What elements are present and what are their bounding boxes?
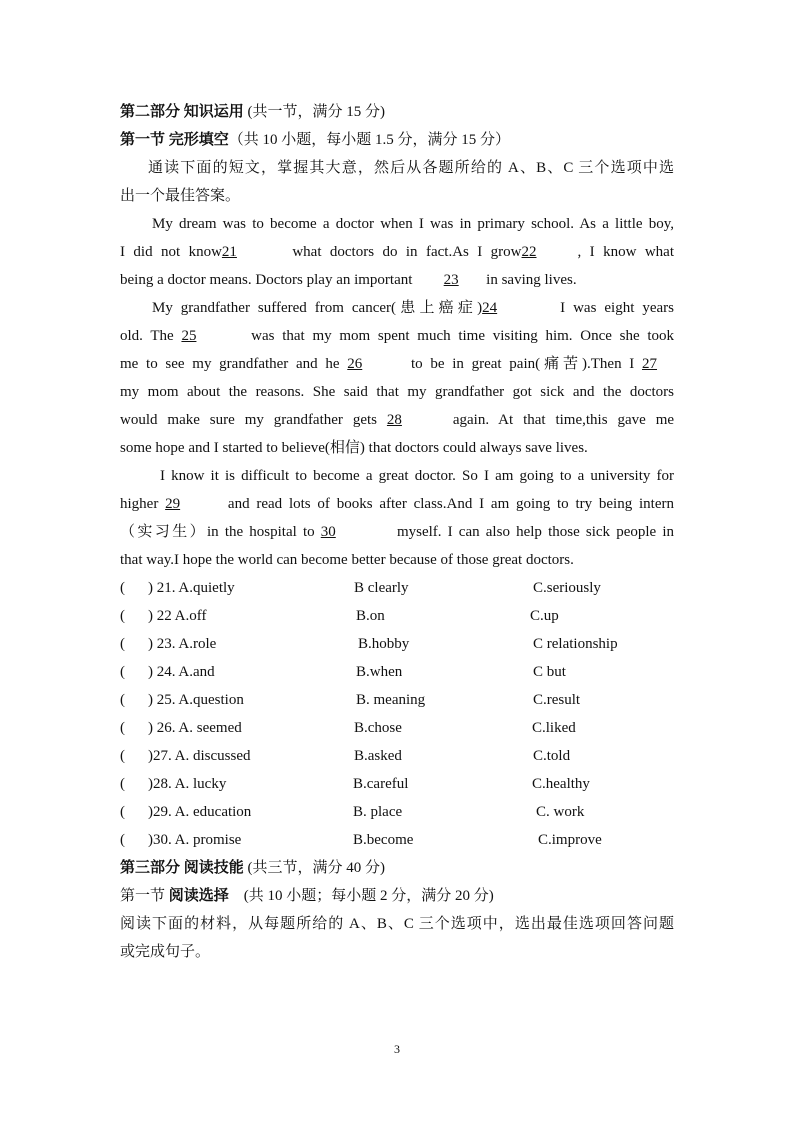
passage-text: I did not know xyxy=(120,244,222,260)
passage-p2-line5 xyxy=(120,410,674,430)
answer-bracket[interactable]: ( xyxy=(120,608,125,624)
option-a: ) 26. A. seemed xyxy=(148,720,242,736)
option-a: )30. A. promise xyxy=(148,832,242,848)
passage-p2-line4: my mom about the reasons. She said that my grandfather got sick and the doctors xyxy=(120,384,674,400)
question-24 xyxy=(120,662,680,682)
passage-text: again. At that time,this gave me xyxy=(452,412,675,428)
blank-25[interactable]: 25 xyxy=(181,328,197,344)
question-25 xyxy=(120,690,680,710)
option-c: C.result xyxy=(533,692,581,708)
passage-p1-line2 xyxy=(120,242,674,262)
option-b: B.hobby xyxy=(358,636,410,652)
section3-title-bold: 第三部分 阅读技能 xyxy=(120,860,244,876)
passage-p2-line1 xyxy=(152,298,674,318)
option-a: )28. A. lucky xyxy=(148,776,227,792)
option-c: C.up xyxy=(530,608,559,624)
answer-bracket[interactable]: ( xyxy=(120,664,125,680)
passage-text: in saving lives. xyxy=(486,272,577,288)
answer-bracket[interactable]: ( xyxy=(120,636,125,652)
option-b: B. place xyxy=(353,804,403,820)
answer-bracket[interactable]: ( xyxy=(120,804,125,820)
answer-bracket[interactable]: ( xyxy=(120,692,125,708)
passage-text: me to see my grandfather and he xyxy=(120,356,340,372)
answer-bracket[interactable]: ( xyxy=(120,580,125,596)
section2-instruction-line2: 出一个最佳答案。 xyxy=(120,188,241,204)
question-22 xyxy=(120,606,680,626)
blank-27[interactable]: 27 xyxy=(642,356,658,372)
option-a: ) 25. A.question xyxy=(148,692,244,708)
blank-26[interactable]: 26 xyxy=(347,356,363,372)
option-a: ) 24. A.and xyxy=(148,664,215,680)
blank-28[interactable]: 28 xyxy=(386,412,402,428)
question-27 xyxy=(120,746,680,766)
answer-bracket[interactable]: ( xyxy=(120,720,125,736)
option-a: )27. A. discussed xyxy=(148,748,251,764)
option-c: C but xyxy=(533,664,566,680)
answer-bracket[interactable]: ( xyxy=(120,748,125,764)
question-28 xyxy=(120,774,680,794)
section2-subtitle xyxy=(120,130,674,150)
answer-bracket[interactable]: ( xyxy=(120,832,125,848)
question-21 xyxy=(120,578,680,598)
passage-text: （实习生）in the hospital to xyxy=(120,524,315,540)
passage-text: to be in great pain(痛苦).Then I xyxy=(410,356,635,372)
blank-29[interactable]: 29 xyxy=(165,496,181,512)
blank-30[interactable]: 30 xyxy=(320,524,336,540)
option-c: C.seriously xyxy=(533,580,601,596)
section3-subtitle xyxy=(120,886,674,906)
option-b: B clearly xyxy=(354,580,409,596)
page-number: 3 xyxy=(394,1042,400,1056)
option-b: B.on xyxy=(356,608,385,624)
blank-22[interactable]: 22 xyxy=(521,244,537,260)
section3-instruction-line2: 或完成句子。 xyxy=(120,944,211,960)
option-a: ) 23. A.role xyxy=(148,636,217,652)
option-b: B.when xyxy=(356,664,403,680)
section3-subtitle-bold: 阅读选择 xyxy=(168,888,229,904)
blank-21[interactable]: 21 xyxy=(221,244,237,260)
section2-title-bold: 第二部分 知识运用 xyxy=(120,104,244,120)
option-b: B.chose xyxy=(354,720,402,736)
passage-p2-line2 xyxy=(120,326,674,346)
blank-24[interactable]: 24 xyxy=(482,300,498,316)
passage-text: higher xyxy=(120,496,159,512)
question-23 xyxy=(120,634,680,654)
option-a: )29. A. education xyxy=(148,804,252,820)
option-b: B. meaning xyxy=(356,692,426,708)
section2-title-score: (共一节，满分 15 分) xyxy=(243,104,386,120)
blank-23[interactable]: 23 xyxy=(443,272,459,288)
passage-p3-line1: I know it is difficult to become a great doctor. So I am going to a university for xyxy=(160,468,674,484)
passage-text: My grandfather suffered from cancer(患上癌症) xyxy=(152,300,483,316)
section2-subtitle-bold: 第一节 完形填空 xyxy=(120,132,229,148)
section3-title-score: (共三节，满分 40 分) xyxy=(243,860,386,876)
question-29 xyxy=(120,802,680,822)
passage-text: what doctors do in fact.As I grow xyxy=(292,244,522,260)
passage-text: I was eight years xyxy=(560,300,675,316)
passage-text: was that my mom spent much time visiting him. Once she took xyxy=(251,328,675,344)
section3-subtitle-score: (共 10 小题；每小题 2 分，满分 20 分) xyxy=(228,888,494,904)
option-c: C.told xyxy=(533,748,571,764)
passage-p1-line3 xyxy=(120,270,674,290)
passage-p3-line4: that way.I hope the world can become better because of those great doctors. xyxy=(120,552,574,568)
section3-subtitle-prefix: 第一节 xyxy=(120,888,169,904)
passage-text: and read lots of books after class.And I am going to try being intern xyxy=(227,496,675,512)
option-b: B.asked xyxy=(354,748,402,764)
option-c: C. work xyxy=(536,804,585,820)
section2-title xyxy=(120,102,674,122)
passage-text: would make sure my grandfather gets xyxy=(120,412,377,428)
question-30 xyxy=(120,830,680,850)
option-c: C.liked xyxy=(532,720,576,736)
section3-title xyxy=(120,858,674,878)
answer-bracket[interactable]: ( xyxy=(120,776,125,792)
option-a: ) 22 A.off xyxy=(148,608,207,624)
passage-text: being a doctor means. Doctors play an important xyxy=(120,272,413,288)
question-26 xyxy=(120,718,680,738)
option-c: C.improve xyxy=(538,832,602,848)
passage-text: myself. I can also help those sick people in xyxy=(396,524,674,540)
passage-p1-line1: My dream was to become a doctor when I was in primary school. As a little boy, xyxy=(152,216,674,232)
option-c: C.healthy xyxy=(532,776,590,792)
passage-p2-line6: some hope and I started to believe(相信) that doctors could always save lives. xyxy=(120,440,588,456)
option-a: ) 21. A.quietly xyxy=(148,580,235,596)
section2-instruction-line1: 通读下面的短文，掌握其大意，然后从各题所给的 A、B、C 三个选项中选 xyxy=(148,160,674,176)
passage-text: old. The xyxy=(120,328,174,344)
passage-p3-line2 xyxy=(120,494,674,514)
option-b: B.careful xyxy=(353,776,409,792)
option-c: C relationship xyxy=(533,636,618,652)
section3-instruction-line1: 阅读下面的材料，从每题所给的 A、B、C 三个选项中，选出最佳选项回答问题 xyxy=(120,916,674,932)
passage-text: , I know what xyxy=(577,244,674,260)
option-b: B.become xyxy=(353,832,414,848)
passage-p3-line3 xyxy=(120,522,674,542)
section2-subtitle-score: （共 10 小题，每小题 1.5 分，满分 15 分） xyxy=(228,132,511,148)
passage-p2-line3 xyxy=(120,354,674,374)
